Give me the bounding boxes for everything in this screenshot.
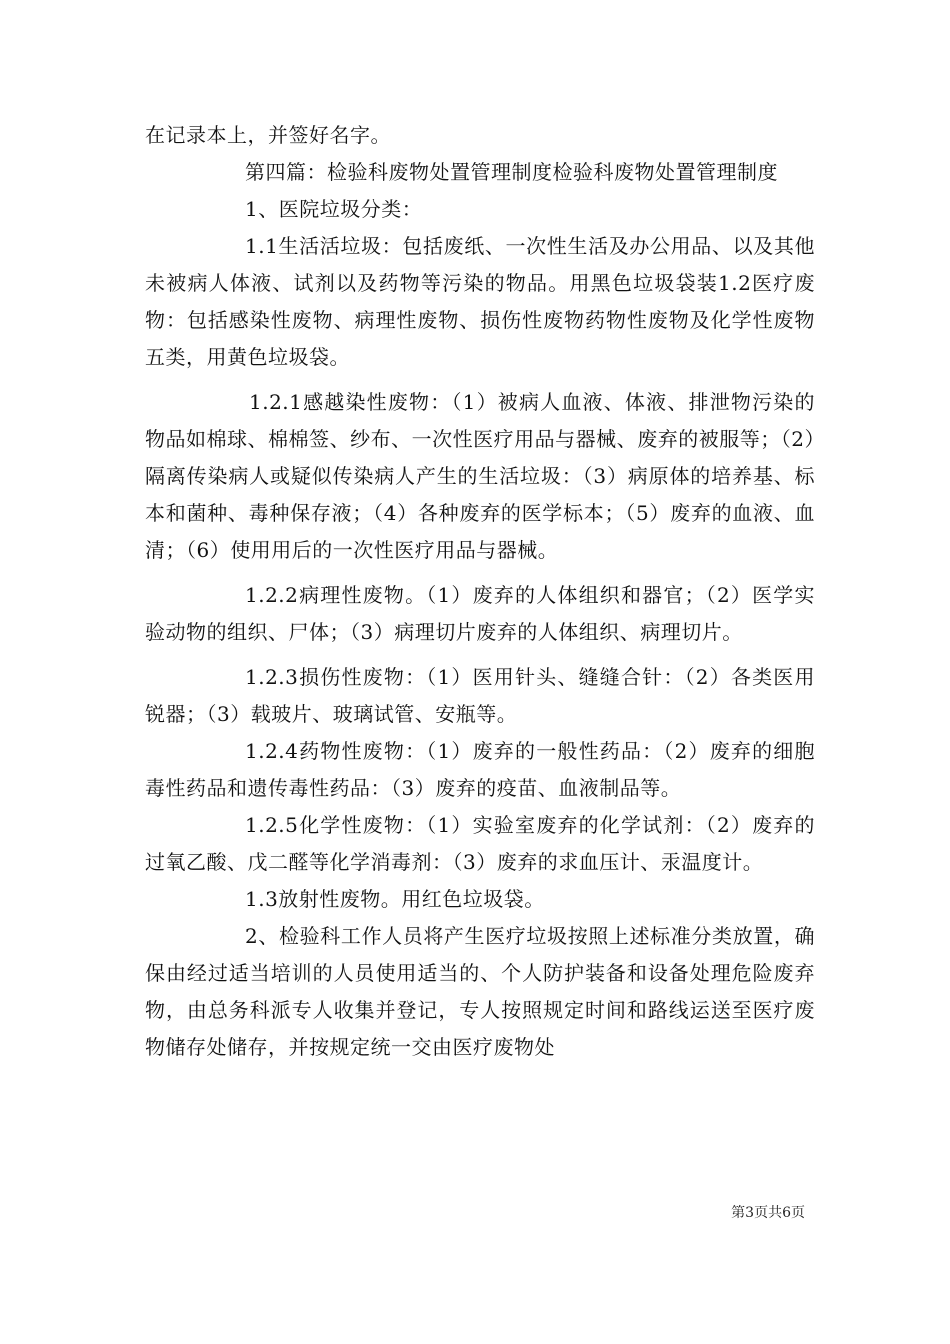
paragraph-1-1: 1.1生活活垃圾：包括废纸、一次性生活及办公用品、以及其他未被病人体液、试剂以及药物等污染的物品。用黑色垃圾袋装1.2医疗废物：包括感染性废物、病理性废物、损伤性废物药物性废物及化学性废物五类，用黄色垃圾袋。 (145, 234, 815, 369)
document-body (145, 117, 815, 1066)
paragraph-continuation: 在记录本上，并签好名字。 (145, 123, 391, 147)
paragraph-2: 2、检验科工作人员将产生医疗垃圾按照上述标准分类放置，确保由经过适当培训的人员使用适当的、个人防护装备和设备处理危险废弃物，由总务科派专人收集并登记，专人按照规定时间和路线运送至医疗废物储存处储存，并按规定统一交由医疗废物处 (145, 924, 815, 1059)
section-heading: 第四篇：检验科废物处置管理制度检验科废物处置管理制度 (245, 160, 778, 184)
paragraph-1-2-3: 1.2.3损伤性废物：（1）医用针头、缝缝合针：（2）各类医用锐器；（3）载玻片、玻璃试管、安瓶等。 (145, 665, 815, 726)
page-number: 第3页共6页 (731, 1205, 805, 1221)
paragraph-1-2-4: 1.2.4药物性废物：（1）废弃的一般性药品：（2）废弃的细胞毒性药品和遗传毒性药品：（3）废弃的疫苗、血液制品等。 (145, 739, 815, 800)
paragraph-1-2-1: 1.2.1感越染性废物：（1）被病人血液、体液、排泄物污染的物品如棉球、棉棉签、纱布、一次性医疗用品与器械、废弃的被服等；（2）隔离传染病人或疑似传染病人产生的生活垃圾：（3）病原体的培养基、标本和菌种、毒种保存液；（4）各种废弃的医学标本；（5）废弃的血液、血清；（6）使用用后的一次性医疗用品与器械。 (145, 390, 815, 562)
paragraph-classification: 1、医院垃圾分类： (245, 197, 423, 221)
paragraph-1-2-5: 1.2.5化学性废物：（1）实验室废弃的化学试剂：（2）废弃的过氧乙酸、戊二醛等化学消毒剂：（3）废弃的求血压计、汞温度计。 (145, 813, 815, 874)
paragraph-1-2-2: 1.2.2病理性废物。（1）废弃的人体组织和器官；（2）医学实验动物的组织、尸体；（3）病理切片废弃的人体组织、病理切片。 (145, 583, 815, 644)
paragraph-1-3: 1.3放射性废物。用红色垃圾袋。 (245, 887, 545, 911)
